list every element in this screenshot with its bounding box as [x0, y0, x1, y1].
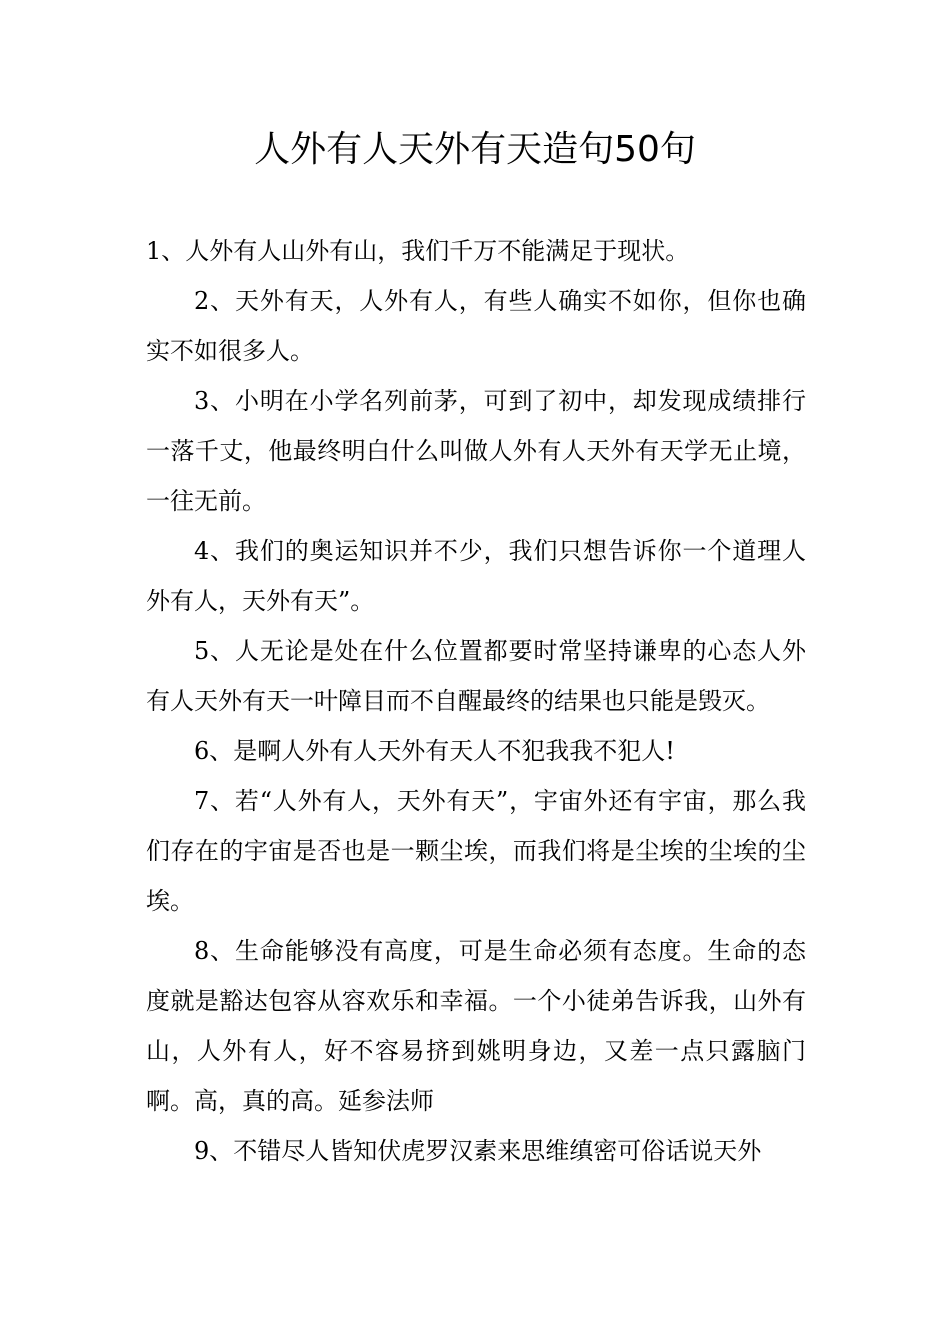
- paragraph-6: 6、是啊人外有人天外有天人不犯我我不犯人!: [194, 737, 675, 765]
- paragraph-3: 3、小明在小学名列前茅，可到了初中，却发现成绩排行一落千丈，他最终明白什么叫做人外有人天外有天学无止境，一往无前。: [146, 387, 806, 515]
- paragraph-4: 4、我们的奥运知识并不少，我们只想告诉你一个道理人外有人，天外有天”。: [146, 537, 806, 615]
- paragraph-7: 7、若“人外有人，天外有天”，宇宙外还有宇宙，那么我们存在的宇宙是否也是一颗尘埃，而我们将是尘埃的尘埃的尘埃。: [146, 787, 806, 915]
- paragraph-9: 9、不错尽人皆知伏虎罗汉素来思维缜密可俗话说天外: [194, 1137, 762, 1165]
- paragraph-1: 1、人外有人山外有山，我们千万不能满足于现状。: [146, 237, 690, 265]
- paragraph-8: 8、生命能够没有高度，可是生命必须有态度。生命的态度就是豁达包容从容欢乐和幸福。一个小徒弟告诉我，山外有山，人外有人，好不容易挤到姚明身边，又差一点只露脑门啊。高，真的高。延参法师: [146, 937, 806, 1115]
- paragraph-2: 2、天外有天，人外有人，有些人确实不如你，但你也确实不如很多人。: [146, 287, 806, 365]
- page-title: 人外有人天外有天造句50句: [254, 129, 696, 170]
- paragraph-5: 5、人无论是处在什么位置都要时常坚持谦卑的心态人外有人天外有天一叶障目而不自醒最终的结果也只能是毁灭。: [146, 637, 806, 715]
- document-body: [146, 226, 806, 1176]
